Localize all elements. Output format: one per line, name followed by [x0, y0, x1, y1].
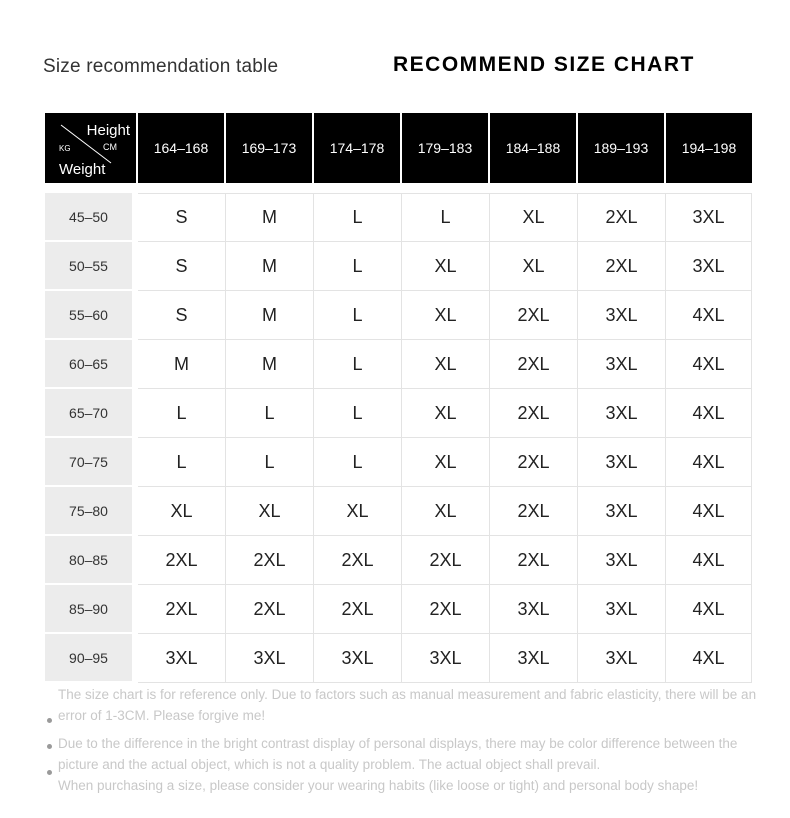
size-cell: 2XL [138, 585, 226, 634]
size-cell: 4XL [666, 291, 752, 340]
size-cell: M [226, 242, 314, 291]
size-cell: 2XL [138, 536, 226, 585]
size-cell: L [314, 193, 402, 242]
size-cell: L [314, 242, 402, 291]
weight-range-cell: 55–60 [45, 291, 138, 340]
height-unit-label: CM [103, 142, 117, 152]
height-header-row [45, 113, 752, 183]
weight-range-cell: 80–85 [45, 536, 138, 585]
table-row [45, 193, 752, 242]
weight-range-cell: 70–75 [45, 438, 138, 487]
size-cell: L [138, 389, 226, 438]
size-cell: S [138, 193, 226, 242]
size-cell: M [226, 193, 314, 242]
size-cell: L [314, 438, 402, 487]
bullet-icon [47, 770, 52, 775]
recommend-size-chart-title: RECOMMEND SIZE CHART [393, 53, 695, 76]
size-cell: 2XL [402, 536, 490, 585]
weight-range-cell: 65–70 [45, 389, 138, 438]
size-cell: 4XL [666, 438, 752, 487]
size-cell: S [138, 291, 226, 340]
table-row [45, 389, 752, 438]
size-cell: XL [138, 487, 226, 536]
size-cell: 4XL [666, 536, 752, 585]
size-cell: 2XL [402, 585, 490, 634]
weight-range-cell: 60–65 [45, 340, 138, 389]
size-cell: 2XL [578, 193, 666, 242]
size-cell: 3XL [578, 291, 666, 340]
size-cell: 2XL [490, 291, 578, 340]
size-cell: XL [490, 242, 578, 291]
size-cell: M [138, 340, 226, 389]
size-cell: XL [490, 193, 578, 242]
table-row [45, 585, 752, 634]
size-cell: 3XL [402, 634, 490, 683]
size-cell: L [314, 389, 402, 438]
size-cell: 3XL [666, 193, 752, 242]
note-measurement: The size chart is for reference only. Due to factors such as manual measurement and fabric elasticity, there will be an error of 1-3CM. Please forgive me! [58, 687, 757, 723]
size-cell: XL [402, 291, 490, 340]
size-cell: 3XL [578, 438, 666, 487]
size-cell: L [138, 438, 226, 487]
size-cell: 4XL [666, 585, 752, 634]
table-row [45, 242, 752, 291]
height-column-header: 174–178 [314, 113, 402, 183]
size-cell: 4XL [666, 340, 752, 389]
size-cell: M [226, 291, 314, 340]
note-wearing-habits: When purchasing a size, please consider your wearing habits (like loose or tight) and personal body shape! [58, 778, 699, 793]
table-row [45, 536, 752, 585]
size-cell: 3XL [666, 242, 752, 291]
size-cell: 3XL [138, 634, 226, 683]
size-cell: 2XL [490, 389, 578, 438]
size-cell: XL [402, 340, 490, 389]
size-cell: L [402, 193, 490, 242]
size-cell: 3XL [578, 340, 666, 389]
weight-range-cell: 90–95 [45, 634, 138, 683]
size-cell: 2XL [578, 242, 666, 291]
height-column-header: 184–188 [490, 113, 578, 183]
size-cell: XL [402, 242, 490, 291]
size-cell: 3XL [314, 634, 402, 683]
size-cell: 2XL [314, 585, 402, 634]
size-cell: 2XL [490, 438, 578, 487]
weight-range-cell: 75–80 [45, 487, 138, 536]
size-cell: 2XL [226, 536, 314, 585]
size-cell: 2XL [490, 340, 578, 389]
size-cell: XL [402, 389, 490, 438]
size-cell: 3XL [578, 634, 666, 683]
size-table-title: Size recommendation table [43, 56, 279, 77]
size-cell: S [138, 242, 226, 291]
size-cell: L [314, 291, 402, 340]
size-cell: 2XL [314, 536, 402, 585]
height-column-header: 189–193 [578, 113, 666, 183]
size-cell: XL [402, 487, 490, 536]
weight-label: Weight [59, 161, 106, 178]
size-cell: 4XL [666, 389, 752, 438]
size-cell: 2XL [490, 536, 578, 585]
height-label: Height [86, 122, 130, 139]
size-table-body [45, 183, 752, 683]
weight-range-cell: 45–50 [45, 193, 138, 242]
table-row [45, 438, 752, 487]
disclaimer-notes [58, 684, 768, 796]
size-cell: XL [226, 487, 314, 536]
size-cell: 4XL [666, 487, 752, 536]
height-column-header: 179–183 [402, 113, 490, 183]
weight-range-cell: 50–55 [45, 242, 138, 291]
size-cell: 2XL [490, 487, 578, 536]
weight-range-cell: 85–90 [45, 585, 138, 634]
size-cell: 3XL [578, 487, 666, 536]
height-column-header: 164–168 [138, 113, 226, 183]
table-row [45, 291, 752, 340]
size-cell: 3XL [490, 585, 578, 634]
size-cell: 3XL [226, 634, 314, 683]
height-column-header: 194–198 [666, 113, 752, 183]
size-cell: L [226, 438, 314, 487]
bullet-icon [47, 718, 52, 723]
size-cell: L [226, 389, 314, 438]
table-corner-header [45, 113, 138, 183]
size-cell: M [226, 340, 314, 389]
weight-unit-label: KG [59, 144, 71, 153]
size-cell: 3XL [490, 634, 578, 683]
note-color-difference: Due to the difference in the bright contrast display of personal displays, there may be color difference between the picture and the actual object, which is not a quality problem. The actual object shall prevail. [58, 736, 738, 772]
table-row [45, 634, 752, 683]
size-chart-table [45, 113, 752, 683]
table-row [45, 340, 752, 389]
bullet-icon [47, 744, 52, 749]
size-cell: 3XL [578, 389, 666, 438]
size-cell: XL [402, 438, 490, 487]
size-cell: 3XL [578, 536, 666, 585]
size-cell: 3XL [578, 585, 666, 634]
size-cell: XL [314, 487, 402, 536]
size-cell: 2XL [226, 585, 314, 634]
size-cell: 4XL [666, 634, 752, 683]
height-column-header: 169–173 [226, 113, 314, 183]
size-cell: L [314, 340, 402, 389]
table-row [45, 487, 752, 536]
